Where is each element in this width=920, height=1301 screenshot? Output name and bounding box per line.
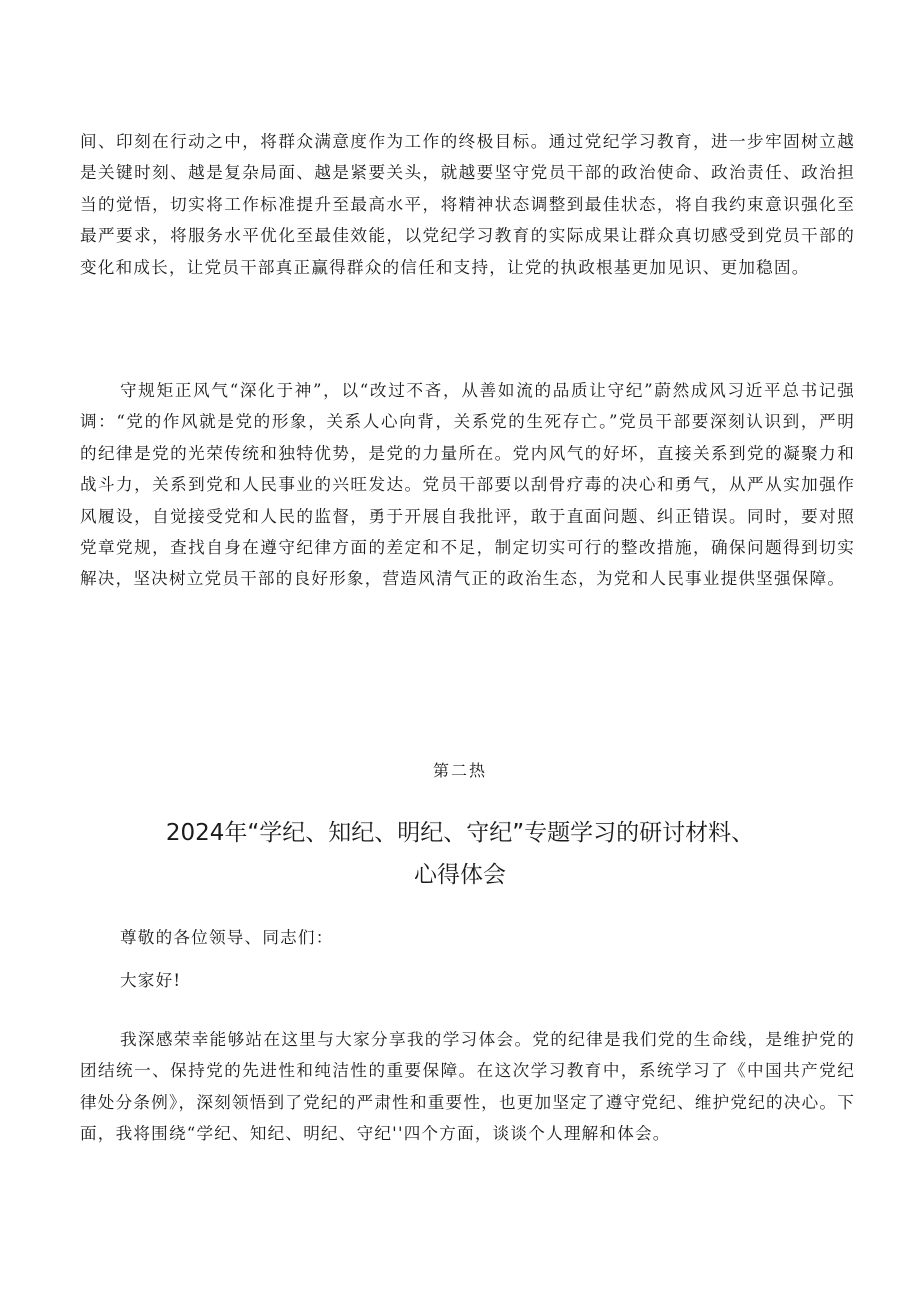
body-paragraph-continued: 间、印刻在行动之中，将群众满意度作为工作的终极目标。通过党纪学习教育，进一步牢固树立越是关键时刻、越是复杂局面、越是紧要关头，就越要坚守党员干部的政治使命、政治责任、政治担当的觉悟，切实将工作标准提升至最高水平，将精神状态调整到最佳状态，将自我约束意识强化至最严要求，将服务水平优化至最佳效能，以党纪学习教育的实际成果让群众真切感受到党员干部的变化和成长，让党员干部真正赢得群众的信任和支持，让党的执政根基更加见识、更加稳固。 [80,132,855,277]
salutation: 尊敬的各位领导、同志们： [120,928,334,947]
title-line-2: 心得体会 [414,862,506,888]
document-title [100,812,820,896]
body-paragraph: 守规矩正风气“深化于神”，以“改过不吝，从善如流的品质让守纪”蔚然成风习近平总书记强调：“党的作风就是党的形象，关系人心向背，关系党的生死存亡。”党员干部要深刻认识到，严明的纪律是党的光荣传统和独特优势，是党的力量所在。党内风气的好坏，直接关系到党的凝聚力和战斗力，关系到党和人民事业的兴旺发达。党员干部要以刮骨疗毒的决心和勇气，从严从实加强作风履设，自觉接受党和人民的监督，勇于开展自我批评，敢于直面问题、纠正错误。同时，要对照党章党规，查找自身在遵守纪律方面的差定和不足，制定切实可行的整改措施，确保问题得到切实解决，坚决树立党员干部的良好形象，营造风清气正的政治生态，为党和人民事业提供坚强保障。 [80,381,855,589]
body-paragraph: 我深感荣幸能够站在这里与大家分享我的学习体会。党的纪律是我们党的生命线，是维护党的团结统一、保持党的先进性和纯洁性的重要保障。在这次学习教育中，系统学习了《中国共产党纪律处分条例》，深刻领悟到了党纪的严肃性和重要性，也更加坚定了遵守党纪、维护党纪的决心。下面，我将围绕“学纪、知纪、明纪、守纪''四个方面，谈谈个人理解和体会。 [80,1030,855,1144]
title-line-1: 2024年“学纪、知纪、明纪、守纪”专题学习的研讨材料、 [165,820,755,846]
greeting: 大家好! [120,971,182,990]
section-label: 第二热 [432,761,487,780]
